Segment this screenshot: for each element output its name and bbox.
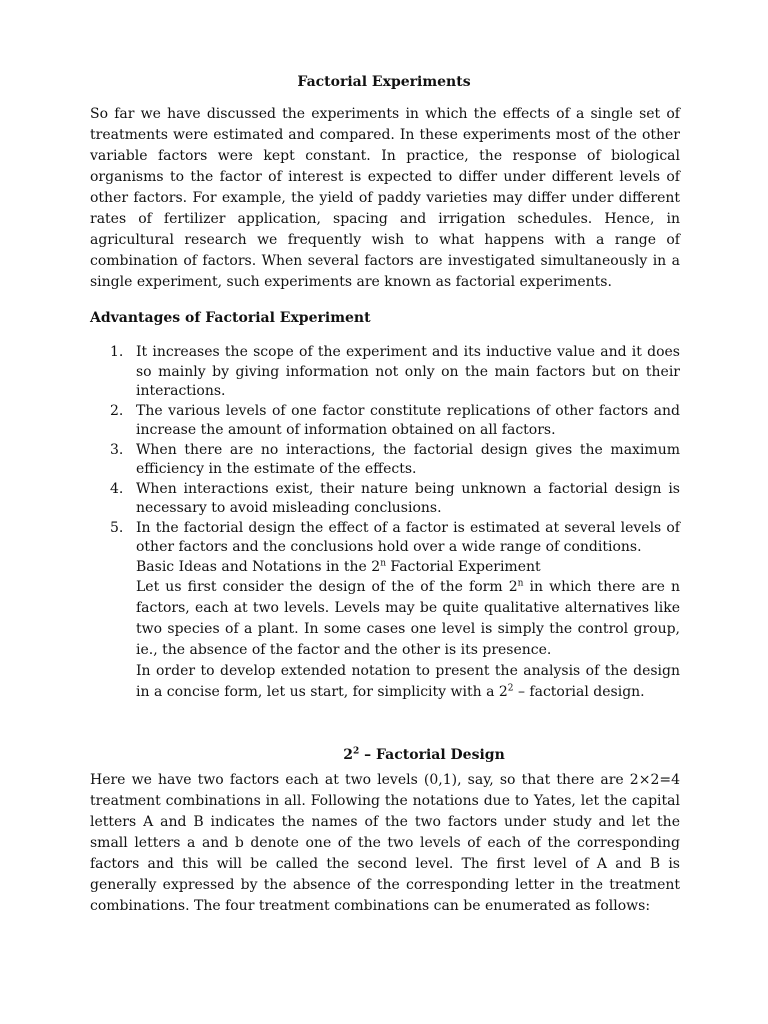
notation-paragraph: In order to develop extended notation to present the analysis of the design in a concise form, let us start, for simplicity with a $2^2$ – factorial design. bbox=[136, 663, 680, 700]
list-item-number: 5. bbox=[110, 519, 124, 536]
list-item-number: 1. bbox=[110, 344, 124, 360]
list-item bbox=[90, 519, 680, 558]
document-title: Factorial Experiments bbox=[297, 74, 471, 90]
advantages-heading: Advantages of Factorial Experiment bbox=[90, 310, 371, 326]
list-item-number: 4. bbox=[110, 480, 124, 497]
list-item-text: In the factorial design the effect of a factor is estimated at several levels of other factors and the conclusions hold over a wide range of conditions. bbox=[136, 519, 680, 555]
basic-ideas-heading: Basic Ideas and Notations in the 2$^n$ Factorial Experiment bbox=[136, 558, 541, 575]
advantages-list bbox=[90, 343, 680, 558]
list-item-text: When there are no interactions, the factorial design gives the maximum efficiency in the estimate of the effects. bbox=[136, 441, 680, 477]
section-paragraph: Here we have two factors each at two levels (0,1), say, so that there are 2×2=4 treatment combinations in all. Following the notations due to Yates, let the capital letters A and B indicates the names of the two factors under study and let the small letters a and b denote one of the two levels of each of the corresponding factors and this will be called the second level. The first level of A and B is generally expressed by the absence of the corresponding letter in the treatment combinations. The four treatment combinations can be enumerated as follows: bbox=[90, 772, 680, 914]
list-item bbox=[90, 480, 680, 519]
list-item-text: It increases the scope of the experiment and its inductive value and it does so mainly by giving information not only on the main factors but on their interactions. bbox=[136, 344, 680, 399]
design-paragraph: Let us first consider the design of the of the form 2$^n$ in which there are n factors, each at two levels. Levels may be quite qualitative alternatives like two species of a plant. In some cases one level is simply the control group, ie., the absence of the factor and the other is its presence. bbox=[136, 578, 680, 658]
section-heading: $2^2$ – Factorial Design bbox=[343, 746, 505, 763]
intro-paragraph: So far we have discussed the experiments in which the effects of a single set of treatments were estimated and compared. In these experiments most of the other variable factors were kept constant. In practice, the response of biological organisms to the factor of interest is expected to differ under different levels of other factors. For example, the yield of paddy varieties may differ under different rates of fertilizer application, spacing and irrigation schedules. Hence, in agricultural research we frequently wish to what happens with a range of combination of factors. When several factors are investigated simultaneously in a single experiment, such experiments are known as factorial experiments. bbox=[90, 106, 680, 290]
list-item-number: 3. bbox=[110, 441, 124, 458]
list-item bbox=[90, 402, 680, 441]
list-item bbox=[90, 441, 680, 480]
list-item bbox=[90, 343, 680, 402]
list-item-text: The various levels of one factor constitute replications of other factors and increase the amount of information obtained on all factors. bbox=[136, 402, 680, 438]
list-item-number: 2. bbox=[110, 402, 124, 419]
list-item-text: When interactions exist, their nature being unknown a factorial design is necessary to avoid misleading conclusions. bbox=[136, 480, 680, 516]
